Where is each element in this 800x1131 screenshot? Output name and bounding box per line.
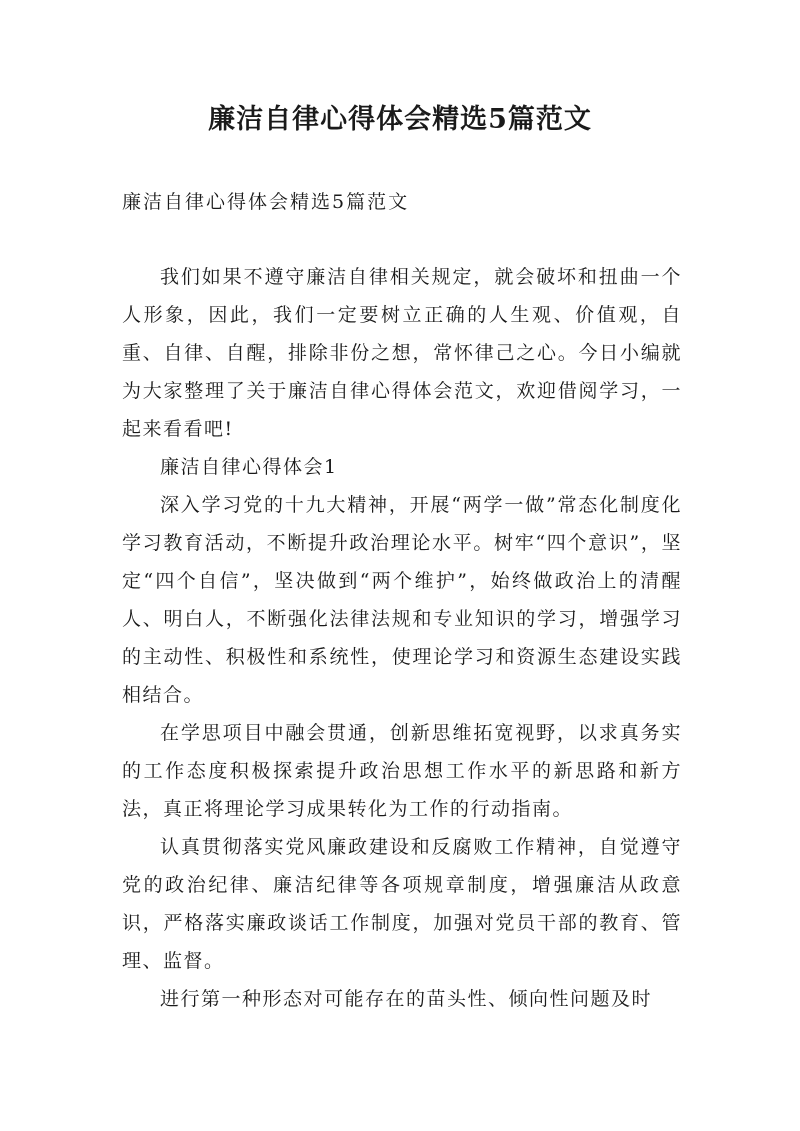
body-paragraph: 深入学习党的十九大精神，开展“两学一做”常态化制度化学习教育活动，不断提升政治理论水平。树牢“四个意识”，坚定“四个自信”，坚决做到“两个维护”，始终做政治上的清醒人、明白人，不断强化法律法规和专业知识的学习，增强学习的主动性、积极性和系统性，使理论学习和资源生态建设实践相结合。	[122, 494, 682, 706]
body-paragraph: 进行第一种形态对可能存在的苗头性、倾向性问题及时	[160, 988, 653, 1010]
intro-paragraph: 我们如果不遵守廉洁自律相关规定，就会破坏和扭曲一个人形象，因此，我们一定要树立正确的人生观、价值观，自重、自律、自醒，排除非份之想，常怀律己之心。今日小编就为大家整理了关于廉洁自律心得体会范文，欢迎借阅学习，一起来看看吧!	[122, 266, 682, 440]
body-paragraph: 在学思项目中融会贯通，创新思维拓宽视野，以求真务实的工作态度积极探索提升政治思想工作水平的新思路和新方法，真正将理论学习成果转化为工作的行动指南。	[122, 722, 682, 820]
body-paragraph: 认真贯彻落实党风廉政建设和反腐败工作精神，自觉遵守党的政治纪律、廉洁纪律等各项规章制度，增强廉洁从政意识，严格落实廉政谈话工作制度，加强对党员干部的教育、管理、监督。	[122, 836, 682, 972]
section-heading: 廉洁自律心得体会1	[160, 456, 338, 478]
document-subtitle: 廉洁自律心得体会精选5篇范文	[122, 191, 410, 213]
document-body	[122, 258, 682, 1018]
document-title: 廉洁自律心得体会精选5篇范文	[208, 104, 592, 135]
